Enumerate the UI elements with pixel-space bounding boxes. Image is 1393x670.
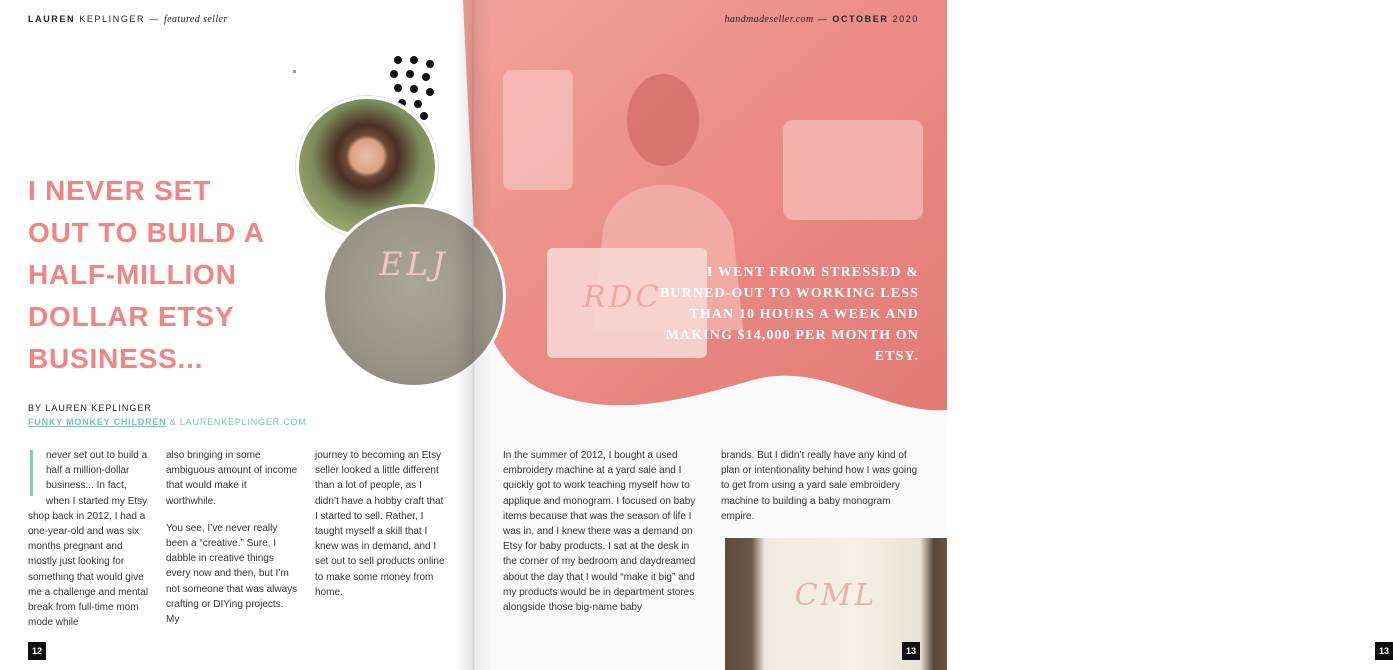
header-month: OCTOBER <box>832 14 889 24</box>
headline-line: I NEVER SET <box>28 175 212 206</box>
article-column-2 <box>166 448 298 639</box>
headline-line: OUT TO BUILD A <box>28 217 265 248</box>
dot <box>390 70 398 78</box>
quilt-photo <box>322 204 506 388</box>
column-text: brands. But I didn’t really have any kind of plan or intentionality behind how I was going to get from using a yard sale embroidery machine to building a baby monogram empire. <box>721 450 918 522</box>
header-separator: — <box>817 14 829 24</box>
headline-line: HALF-MILLION <box>28 259 237 290</box>
header-site: handmadeseller.com <box>724 14 814 25</box>
shop-link[interactable]: FUNKY MONKEY CHILDREN <box>28 417 167 427</box>
column-text: also bringing in some ambiguous amount of income that would make it worthwhile. <box>166 450 298 507</box>
page-number-left: 12 <box>28 642 46 660</box>
dot <box>426 88 434 96</box>
dot <box>422 73 430 81</box>
header-separator: — <box>149 14 160 24</box>
article-column-1 <box>28 448 152 642</box>
website-link[interactable]: LAURENKEPLINGER.COM <box>179 417 307 427</box>
header-author-first: LAUREN <box>28 14 76 24</box>
headline <box>28 170 328 380</box>
dot <box>394 56 402 64</box>
dot <box>414 100 422 108</box>
column-text: You see, I’ve never really been a “creative.” Sure, I dabble in creative things every now and then, but I’m not someone that was always crafting or DIYing projects. My <box>166 522 298 626</box>
link-ampersand: & <box>169 417 177 427</box>
dropcap-bar <box>30 450 33 496</box>
header-year: 2020 <box>892 14 919 24</box>
dot <box>420 112 428 120</box>
left-running-header <box>28 14 228 25</box>
article-column-3 <box>315 448 445 612</box>
right-running-header <box>724 14 919 25</box>
hero-monogram: RDC <box>583 280 662 315</box>
dot <box>406 70 414 78</box>
headline-line: DOLLAR ETSY <box>28 301 235 332</box>
article-column-5 <box>721 448 921 536</box>
spark-mark <box>293 70 296 73</box>
dot <box>394 84 402 92</box>
header-section: featured seller <box>163 14 228 25</box>
product-monogram: CML <box>794 578 878 613</box>
quilt-monogram: ELJ <box>379 245 449 283</box>
article-column-4 <box>503 448 698 627</box>
page-number-right: 13 <box>1375 642 1393 660</box>
dropcap <box>28 448 36 496</box>
byline-links <box>28 417 307 427</box>
byline: BY LAUREN KEPLINGER <box>28 403 152 413</box>
header-author-last: KEPLINGER <box>79 14 146 24</box>
dot <box>410 56 418 64</box>
column-text: journey to becoming an Etsy seller looked a little different than a lot of people, as I didn’t have a hobby craft that I started to sell. Rather, I taught myself a skill that I knew was in demand, and I set out to sell products online to make some money from home. <box>315 450 445 598</box>
dot <box>410 85 418 93</box>
dot <box>426 60 434 68</box>
column-text: In the summer of 2012, I bought a used embroidery machine at a yard sale and I quickly got to work teaching myself how to applique and monogram. I focused on baby items because that was the season of life I was in, and I knew there was a demand on Etsy for baby products. I sat at the desk in the corner of my bedroom and daydreamed about the day that I would “make it big” and my products would be in department stores alongside those big-name baby <box>503 450 696 614</box>
column-text: never set out to build a half a million-dollar business... In fact, when I started my Etsy shop back in 2012, I had a one-year-old and was six months pregnant and mostly just looking for something that would give me a challenge and mental break from full-time mom mode while <box>28 450 149 629</box>
page-number-right-overlay: 13 <box>902 642 920 660</box>
headline-line: BUSINESS... <box>28 343 204 374</box>
pull-quote: I WENT FROM STRESSED & BURNED-OUT TO WORKING LESS THAN 10 HOURS A WEEK AND MAKING $14,000 PER MONTH ON ETSY. <box>659 265 919 364</box>
